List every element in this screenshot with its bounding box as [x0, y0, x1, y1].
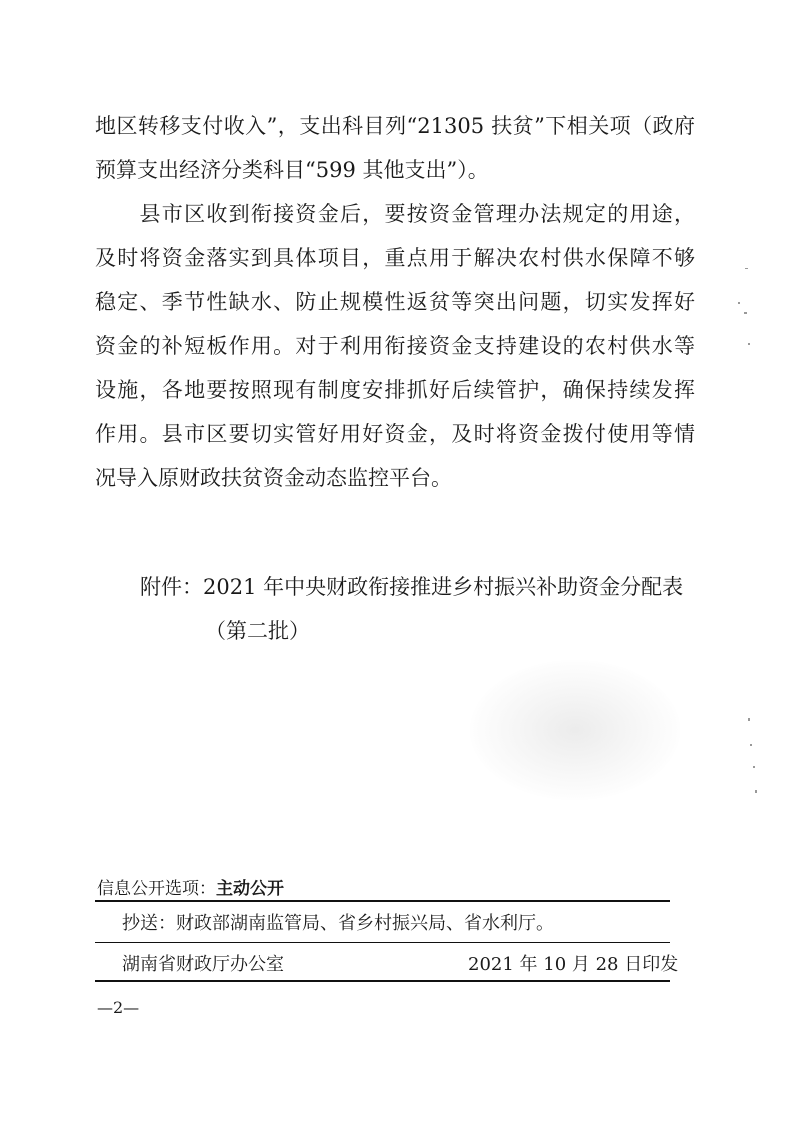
scan-speck — [744, 312, 747, 314]
cc-line: 抄送：财政部湖南监管局、省乡村振兴局、省水利厅。 — [122, 913, 554, 934]
page-number: —2— — [97, 998, 140, 1017]
scan-speck — [745, 268, 748, 269]
paragraph-line: 及时将资金落实到具体项目，重点用于解决农村供水保障不够 — [95, 246, 695, 270]
attachment-line-1: 附件：2021 年中央财政衔接推进乡村振兴补助资金分配表 — [140, 575, 684, 599]
paragraph-line: 作用。县市区要切实管好用好资金，及时将资金拨付使用等情 — [95, 422, 695, 446]
paragraph-line: 地区转移支付收入”，支出科目列“21305 扶贫”下相关项（政府 — [95, 114, 695, 138]
paragraph-line: 设施，各地要按照现有制度安排抓好后续管护，确保持续发挥 — [95, 378, 695, 402]
scan-speck — [755, 790, 757, 793]
scan-speck — [748, 718, 750, 721]
footer-rule-top — [95, 900, 670, 902]
footer-rule-middle — [95, 942, 670, 943]
footer-rule-bottom — [95, 980, 670, 982]
paragraph-line: 况导入原财政扶贫资金动态监控平台。 — [95, 466, 452, 490]
scan-speck — [750, 744, 752, 746]
paragraph-line: 资金的补短板作用。对于利用衔接资金支持建设的农村供水等 — [95, 334, 695, 358]
issuer: 湖南省财政厅办公室 — [122, 954, 284, 975]
disclosure-option — [97, 878, 284, 900]
disclosure-value: 主动公开 — [216, 879, 284, 899]
scan-speck — [748, 343, 750, 345]
issue-date: 2021 年 10 月 28 日印发 — [468, 954, 679, 975]
paragraph-line: 县市区收到衔接资金后，要按资金管理办法规定的用途， — [95, 202, 695, 226]
disclosure-label: 信息公开选项： — [97, 879, 216, 899]
attachment-line-2: （第二批） — [205, 619, 310, 643]
paragraph-line: 稳定、季节性缺水、防止规模性返贫等突出问题，切实发挥好 — [95, 290, 695, 314]
scan-speck — [753, 766, 755, 768]
scan-speck — [738, 302, 740, 304]
paragraph-line: 预算支出经济分类科目“599 其他支出”）。 — [95, 158, 489, 182]
scan-smudge — [470, 660, 680, 800]
